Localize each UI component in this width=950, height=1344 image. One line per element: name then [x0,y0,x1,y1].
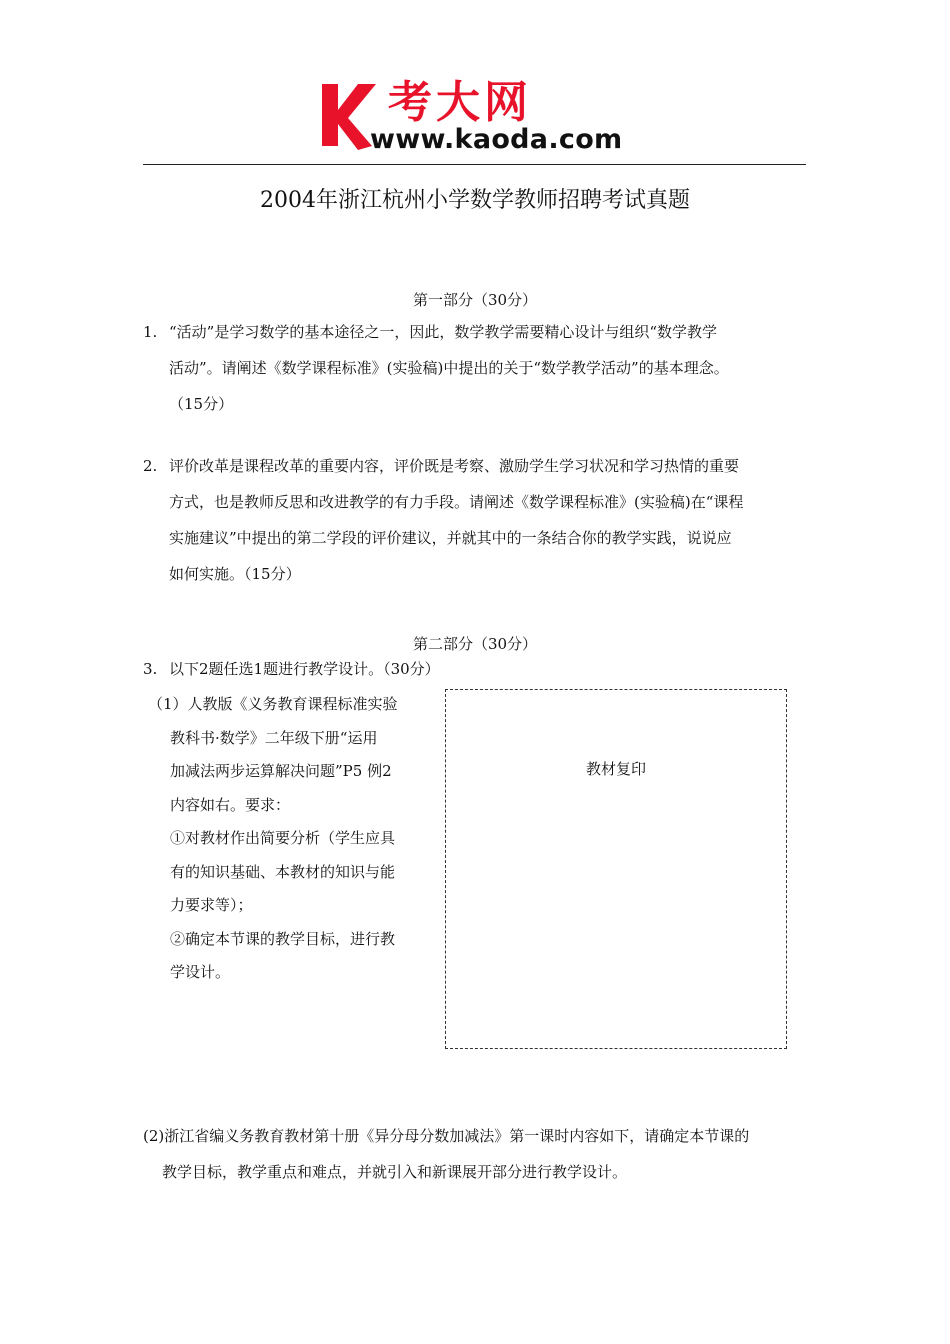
option-line: （1）人教版《义务教育课程标准实验 [148,695,398,713]
option-line: ①对教材作出简要分析（学生应具 [170,829,396,847]
question-line: 实施建议”中提出的第二学段的评价建议，并就其中的一条结合你的教学实践，说说应 [169,529,732,547]
option-line: (2)浙江省编义务教育教材第十册《异分母分数加减法》第一课时内容如下，请确定本节课的 [143,1127,750,1145]
question-1 [143,314,729,422]
option-line: 力要求等）； [170,896,253,914]
question-line: 活动”。请阐述《数学课程标准》(实验稿)中提出的关于“数学教学活动”的基本理念。 [169,359,729,377]
placeholder-label: 教材复印 [585,760,646,778]
option-line: ②确定本节课的教学目标，进行教 [170,929,396,948]
k-logo-icon [318,80,378,152]
header-divider [143,164,806,165]
question-line: 方式，也是教师反思和改进教学的有力手段。请阐述《数学课程标准》(实验稿)在“课程 [169,493,744,511]
option-line: 加减法两步运算解决问题”P5 例2 [170,762,392,780]
question-number: 3. [143,660,158,678]
question-line: “活动”是学习数学的基本途径之一，因此，数学教学需要精心设计与组织“数学教学 [169,323,718,341]
question-3 [143,655,440,683]
question-line: 以下2题任选1题进行教学设计。（30分） [169,660,440,678]
question-line: 如何实施。（15分） [169,565,301,583]
option-line: 内容如右。要求： [170,795,291,814]
logo-url-text: www.kaoda.com [370,124,623,155]
textbook-copy-placeholder [445,689,787,1049]
option-line: 学设计。 [170,963,231,981]
page-title: 2004年浙江杭州小学数学教师招聘考试真题 [260,188,690,213]
logo-chinese-text: 考大网 [388,77,532,128]
question-2 [143,448,743,592]
option-line: 教学目标，教学重点和难点，并就引入和新课展开部分进行教学设计。 [162,1163,628,1181]
part2-heading: 第二部分（30分） [412,635,538,653]
part1-heading: 第一部分（30分） [412,291,538,309]
question-number: 2. [143,457,158,475]
question-line: （15分） [169,395,234,413]
question-line: 评价改革是课程改革的重要内容，评价既是考察、激励学生学习状况和学习热情的重要 [169,457,740,475]
option-line: 教科书·数学》二年级下册“运用 [170,728,378,747]
option-line: 有的知识基础、本教材的知识与能 [170,862,396,881]
question-number: 1. [143,323,158,341]
option-2 [143,1118,749,1190]
kaoda-logo [318,78,638,158]
option-1 [148,688,398,990]
